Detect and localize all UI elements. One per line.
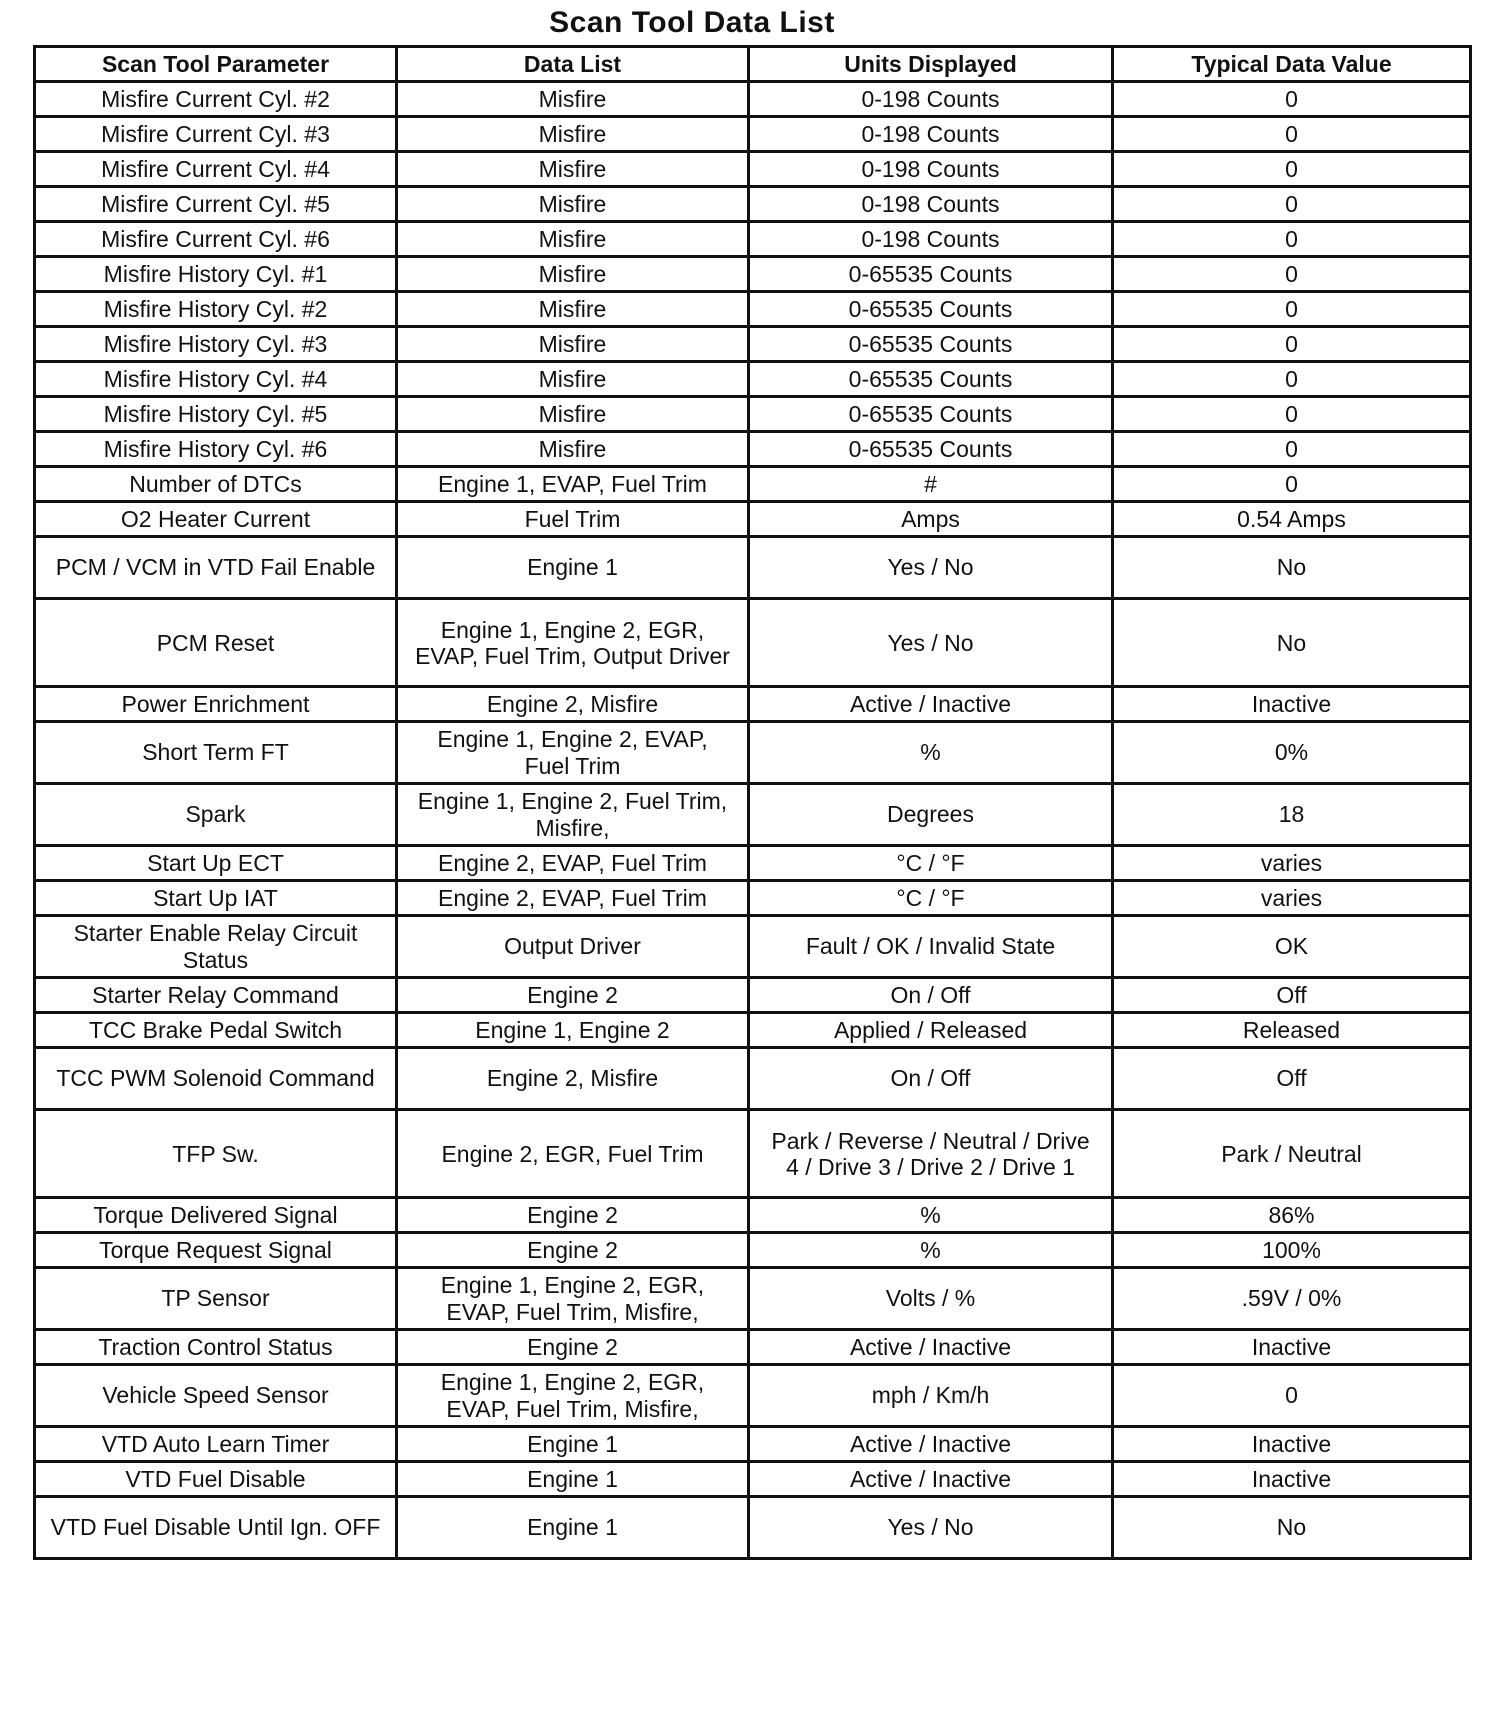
table-row: [35, 599, 1471, 687]
param-cell: PCM / VCM in VTD Fail Enable: [35, 537, 397, 599]
table-row: [35, 117, 1471, 152]
units-cell: Yes / No: [749, 1497, 1113, 1559]
data-list-cell: Misfire: [397, 257, 749, 292]
data-list-cell: Engine 1: [397, 1497, 749, 1559]
param-cell: VTD Fuel Disable: [35, 1462, 397, 1497]
units-cell: 0-65535 Counts: [749, 257, 1113, 292]
data-list-cell: Misfire: [397, 327, 749, 362]
param-cell: Traction Control Status: [35, 1330, 397, 1365]
table-row: [35, 1330, 1471, 1365]
value-cell: 0: [1113, 222, 1471, 257]
data-list-cell: Misfire: [397, 117, 749, 152]
data-list-cell: Fuel Trim: [397, 502, 749, 537]
param-cell: TCC PWM Solenoid Command: [35, 1048, 397, 1110]
units-cell: Volts / %: [749, 1268, 1113, 1330]
table-row: [35, 1233, 1471, 1268]
value-cell: Park / Neutral: [1113, 1110, 1471, 1198]
value-cell: Released: [1113, 1013, 1471, 1048]
scan-tool-data-table: [33, 45, 1472, 1560]
data-list-cell: Engine 1: [397, 537, 749, 599]
table-row: [35, 187, 1471, 222]
table-row: [35, 1268, 1471, 1330]
value-cell: varies: [1113, 881, 1471, 916]
table-row: [35, 537, 1471, 599]
units-cell: Applied / Released: [749, 1013, 1113, 1048]
value-cell: 0: [1113, 397, 1471, 432]
data-list-cell: Misfire: [397, 82, 749, 117]
data-list-cell: Engine 1: [397, 1427, 749, 1462]
data-list-cell: Engine 1, Engine 2, EGR, EVAP, Fuel Trim, Output Driver: [397, 599, 749, 687]
value-cell: Off: [1113, 978, 1471, 1013]
units-cell: Fault / OK / Invalid State: [749, 916, 1113, 978]
data-list-cell: Engine 2: [397, 1330, 749, 1365]
table-row: [35, 397, 1471, 432]
units-cell: 0-65535 Counts: [749, 327, 1113, 362]
table-row: [35, 432, 1471, 467]
table-row: [35, 1427, 1471, 1462]
value-cell: 0: [1113, 257, 1471, 292]
table-row: [35, 222, 1471, 257]
header-data-list: Data List: [397, 47, 749, 82]
value-cell: No: [1113, 599, 1471, 687]
data-list-cell: Misfire: [397, 222, 749, 257]
param-cell: TCC Brake Pedal Switch: [35, 1013, 397, 1048]
table-row: [35, 152, 1471, 187]
table-row: [35, 1110, 1471, 1198]
units-cell: On / Off: [749, 978, 1113, 1013]
param-cell: O2 Heater Current: [35, 502, 397, 537]
param-cell: Start Up ECT: [35, 846, 397, 881]
data-list-cell: Misfire: [397, 432, 749, 467]
param-cell: Misfire History Cyl. #2: [35, 292, 397, 327]
table-row: [35, 846, 1471, 881]
param-cell: Misfire Current Cyl. #3: [35, 117, 397, 152]
param-cell: Misfire Current Cyl. #4: [35, 152, 397, 187]
param-cell: VTD Fuel Disable Until Ign. OFF: [35, 1497, 397, 1559]
table-row: [35, 722, 1471, 784]
header-row: [35, 47, 1471, 82]
units-cell: %: [749, 1233, 1113, 1268]
table-row: [35, 1462, 1471, 1497]
value-cell: .59V / 0%: [1113, 1268, 1471, 1330]
data-list-cell: Misfire: [397, 397, 749, 432]
param-cell: Torque Delivered Signal: [35, 1198, 397, 1233]
units-cell: °C / °F: [749, 846, 1113, 881]
table-row: [35, 82, 1471, 117]
param-cell: Power Enrichment: [35, 687, 397, 722]
value-cell: 86%: [1113, 1198, 1471, 1233]
units-cell: %: [749, 722, 1113, 784]
data-list-cell: Misfire: [397, 292, 749, 327]
data-list-cell: Engine 1, Engine 2, EVAP, Fuel Trim: [397, 722, 749, 784]
value-cell: 0: [1113, 467, 1471, 502]
units-cell: °C / °F: [749, 881, 1113, 916]
data-list-cell: Output Driver: [397, 916, 749, 978]
units-cell: #: [749, 467, 1113, 502]
param-cell: Misfire History Cyl. #5: [35, 397, 397, 432]
table-row: [35, 502, 1471, 537]
units-cell: 0-65535 Counts: [749, 397, 1113, 432]
table-row: [35, 1048, 1471, 1110]
value-cell: Inactive: [1113, 1427, 1471, 1462]
data-list-cell: Engine 2, Misfire: [397, 687, 749, 722]
table-row: [35, 362, 1471, 397]
header-typical-data-value: Typical Data Value: [1113, 47, 1471, 82]
data-list-cell: Engine 2, Misfire: [397, 1048, 749, 1110]
value-cell: Inactive: [1113, 1462, 1471, 1497]
units-cell: 0-198 Counts: [749, 82, 1113, 117]
param-cell: PCM Reset: [35, 599, 397, 687]
value-cell: 0: [1113, 362, 1471, 397]
data-list-cell: Engine 1: [397, 1462, 749, 1497]
data-list-cell: Engine 2: [397, 1198, 749, 1233]
data-list-cell: Engine 2, EVAP, Fuel Trim: [397, 881, 749, 916]
value-cell: No: [1113, 1497, 1471, 1559]
param-cell: Misfire Current Cyl. #6: [35, 222, 397, 257]
units-cell: Active / Inactive: [749, 1462, 1113, 1497]
table-row: [35, 327, 1471, 362]
value-cell: varies: [1113, 846, 1471, 881]
units-cell: Degrees: [749, 784, 1113, 846]
units-cell: Yes / No: [749, 599, 1113, 687]
table-row: [35, 1013, 1471, 1048]
param-cell: Start Up IAT: [35, 881, 397, 916]
value-cell: 0: [1113, 187, 1471, 222]
units-cell: On / Off: [749, 1048, 1113, 1110]
units-cell: Active / Inactive: [749, 687, 1113, 722]
value-cell: 0: [1113, 292, 1471, 327]
data-list-cell: Engine 2, EGR, Fuel Trim: [397, 1110, 749, 1198]
header-units-displayed: Units Displayed: [749, 47, 1113, 82]
data-list-cell: Engine 2, EVAP, Fuel Trim: [397, 846, 749, 881]
units-cell: 0-198 Counts: [749, 187, 1113, 222]
table-row: [35, 978, 1471, 1013]
table-row: [35, 292, 1471, 327]
value-cell: Inactive: [1113, 1330, 1471, 1365]
table-row: [35, 1497, 1471, 1559]
data-list-cell: Engine 1, Engine 2: [397, 1013, 749, 1048]
value-cell: 0: [1113, 152, 1471, 187]
units-cell: 0-198 Counts: [749, 222, 1113, 257]
param-cell: Starter Enable Relay Circuit Status: [35, 916, 397, 978]
param-cell: Number of DTCs: [35, 467, 397, 502]
units-cell: 0-198 Counts: [749, 117, 1113, 152]
data-list-cell: Engine 2: [397, 978, 749, 1013]
value-cell: 0: [1113, 327, 1471, 362]
value-cell: Off: [1113, 1048, 1471, 1110]
table-row: [35, 916, 1471, 978]
table-row: [35, 881, 1471, 916]
units-cell: Park / Reverse / Neutral / Drive 4 / Drive 3 / Drive 2 / Drive 1: [749, 1110, 1113, 1198]
data-list-cell: Engine 1, Engine 2, Fuel Trim, Misfire,: [397, 784, 749, 846]
units-cell: 0-65535 Counts: [749, 362, 1113, 397]
param-cell: TP Sensor: [35, 1268, 397, 1330]
table-row: [35, 467, 1471, 502]
table-row: [35, 687, 1471, 722]
param-cell: Misfire History Cyl. #3: [35, 327, 397, 362]
data-list-cell: Engine 1, EVAP, Fuel Trim: [397, 467, 749, 502]
param-cell: Misfire History Cyl. #6: [35, 432, 397, 467]
param-cell: Misfire Current Cyl. #5: [35, 187, 397, 222]
units-cell: Yes / No: [749, 537, 1113, 599]
param-cell: Vehicle Speed Sensor: [35, 1365, 397, 1427]
value-cell: 100%: [1113, 1233, 1471, 1268]
units-cell: 0-65535 Counts: [749, 292, 1113, 327]
units-cell: Amps: [749, 502, 1113, 537]
data-list-cell: Engine 1, Engine 2, EGR, EVAP, Fuel Trim, Misfire,: [397, 1365, 749, 1427]
page-title: Scan Tool Data List: [549, 6, 835, 39]
units-cell: Active / Inactive: [749, 1427, 1113, 1462]
value-cell: 18: [1113, 784, 1471, 846]
param-cell: Short Term FT: [35, 722, 397, 784]
param-cell: Starter Relay Command: [35, 978, 397, 1013]
table-row: [35, 1365, 1471, 1427]
param-cell: Spark: [35, 784, 397, 846]
units-cell: 0-65535 Counts: [749, 432, 1113, 467]
units-cell: mph / Km/h: [749, 1365, 1113, 1427]
data-list-cell: Engine 2: [397, 1233, 749, 1268]
table-row: [35, 784, 1471, 846]
value-cell: 0.54 Amps: [1113, 502, 1471, 537]
data-list-cell: Misfire: [397, 152, 749, 187]
table-row: [35, 257, 1471, 292]
param-cell: Misfire History Cyl. #4: [35, 362, 397, 397]
param-cell: Torque Request Signal: [35, 1233, 397, 1268]
value-cell: 0: [1113, 82, 1471, 117]
value-cell: OK: [1113, 916, 1471, 978]
value-cell: 0: [1113, 117, 1471, 152]
value-cell: 0%: [1113, 722, 1471, 784]
units-cell: 0-198 Counts: [749, 152, 1113, 187]
param-cell: Misfire Current Cyl. #2: [35, 82, 397, 117]
table-row: [35, 1198, 1471, 1233]
value-cell: No: [1113, 537, 1471, 599]
param-cell: TFP Sw.: [35, 1110, 397, 1198]
header-scan-tool-parameter: Scan Tool Parameter: [35, 47, 397, 82]
param-cell: VTD Auto Learn Timer: [35, 1427, 397, 1462]
units-cell: %: [749, 1198, 1113, 1233]
value-cell: 0: [1113, 432, 1471, 467]
data-list-cell: Engine 1, Engine 2, EGR, EVAP, Fuel Trim, Misfire,: [397, 1268, 749, 1330]
data-list-cell: Misfire: [397, 362, 749, 397]
data-list-cell: Misfire: [397, 187, 749, 222]
param-cell: Misfire History Cyl. #1: [35, 257, 397, 292]
value-cell: 0: [1113, 1365, 1471, 1427]
units-cell: Active / Inactive: [749, 1330, 1113, 1365]
value-cell: Inactive: [1113, 687, 1471, 722]
